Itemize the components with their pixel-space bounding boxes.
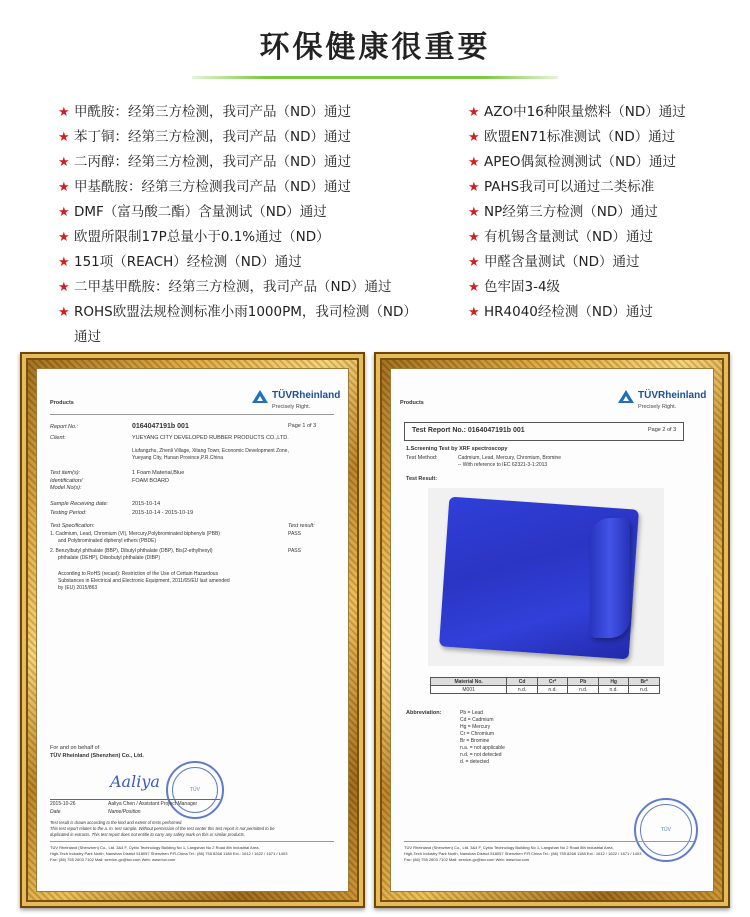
page-number: Page 2 of 3 <box>648 427 677 433</box>
red-star-icon: ★ <box>468 105 480 120</box>
claim-text: 苯丁铜：经第三方检测，我司产品（ND）通过 <box>74 129 351 145</box>
abbreviation-item: Br = Bromine <box>460 738 490 744</box>
date-label: Date <box>50 809 61 815</box>
sheet-curl-image <box>590 518 630 638</box>
test-report-page-1 <box>36 368 349 892</box>
fine-print: This test report relates to the a. m. test sample. Without permission of the test center this test report is not permitted to be <box>50 826 275 831</box>
claim-item <box>58 250 448 275</box>
footer-address: TÜV Rheinland (Shenzhen) Co., Ltd. 3&4 F, Cybio Technology Building No 1, Langshan No 2 Road 8th Industrial Area, <box>50 845 260 850</box>
claim-item <box>58 275 448 300</box>
red-star-icon: ★ <box>58 180 70 195</box>
claims-right-list <box>468 100 738 325</box>
claim-text: APEO偶氮检测测试（ND）通过 <box>484 154 677 170</box>
footer-address: High-Tech Industry Park North, Nanshan District 518057 Shenzhen P.R.China Tel.: (86) 755 8268 1188 Ext.: 1612 / 1622 / 1671 / 1403 <box>50 851 288 856</box>
red-star-icon: ★ <box>468 280 480 295</box>
claim-item <box>468 300 738 325</box>
test-result-label: Test Result: <box>406 476 438 482</box>
claim-text: DMF（富马酸二酯）含量测试（ND）通过 <box>74 204 327 220</box>
claim-text-continuation: 通过 <box>74 329 101 345</box>
claim-text: NP经第三方检测（ND）通过 <box>484 204 658 220</box>
company-name: TÜV Rheinland (Shenzhen) Co., Ltd. <box>50 753 144 759</box>
result-label: Test result: <box>288 523 315 529</box>
claim-item <box>58 100 448 125</box>
abbreviation-item: Hg = Mercury <box>460 724 491 730</box>
page-number: Page 1 of 3 <box>288 423 317 429</box>
claim-text: 二丙醇：经第三方检测，我司产品（ND）通过 <box>74 154 351 170</box>
received-date: 2015-10-14 <box>132 501 161 507</box>
behalf-label: For and on behalf of <box>50 745 100 751</box>
claim-text: 欧盟所限制17P总量小于0.1%通过（ND） <box>74 229 330 245</box>
model-label: Model No(s): <box>50 485 82 491</box>
divider <box>50 841 334 842</box>
table-cell: n.d. <box>598 686 629 694</box>
company-seal-image: TÜV <box>166 761 224 819</box>
table-cell: n.d. <box>629 686 660 694</box>
identification-label: Identification/ <box>50 478 83 484</box>
spec-line: 1. Cadmium, Lead, Chromium (VI), Mercury,Polybrominated biphenyls (PBB) <box>50 531 220 537</box>
table-header: Hg <box>598 678 629 686</box>
table-cell: n.d. <box>537 686 568 694</box>
footer-address: TÜV Rheinland (Shenzhen) Co., Ltd. 3&4 F, Cybio Technology Building No 1, Langshan No 2 Road 8th Industrial Area, <box>404 845 614 850</box>
doc-products-label: Products <box>400 400 424 406</box>
certificate-frame-right <box>374 352 730 908</box>
client-address: Yueyang City, Hunan Province,P.R.China <box>132 455 223 461</box>
claim-text: 有机锡含量测试（ND）通过 <box>484 229 653 245</box>
claim-text: ROHS欧盟法规检测标准小雨1000PM，我司检测（ND） <box>74 304 417 320</box>
fine-print: Test result is drawn according to the kind and extent of tests performed. <box>50 820 183 825</box>
claim-item <box>468 175 738 200</box>
tuv-logo-text: TÜVRheinland <box>272 390 341 401</box>
footer-address: Fax: (86) 755 2603 7102 Mail: service-gc@tuv.com Web: www.tuv.com <box>404 857 530 862</box>
table-cell: M001 <box>431 686 507 694</box>
table-header: Cd <box>507 678 538 686</box>
table-row <box>431 686 660 694</box>
footer-address: High-Tech Industry Park North, Nanshan District 518057 Shenzhen P.R.China Tel.: (86) 755 8268 1188 Ext.: 1612 / 1622 / 1671 / 1403 <box>404 851 642 856</box>
table-header: Pb <box>568 678 599 686</box>
red-star-icon: ★ <box>58 105 70 120</box>
abbreviation-item: Cr = Chromium <box>460 731 495 737</box>
table-header: Br* <box>629 678 660 686</box>
claim-item <box>58 300 448 350</box>
spec-label: Test Specification: <box>50 523 95 529</box>
method-line: -- With reference to IEC 62321-3-1:2013 <box>458 462 548 468</box>
claim-text: 甲醛含量测试（ND）通过 <box>484 254 640 270</box>
signer: Aaliya Chen / Assistant Project Manager <box>108 801 198 807</box>
claim-item <box>58 125 448 150</box>
claims-left-list <box>58 100 448 350</box>
claim-text: AZO中16种限量燃料（ND）通过 <box>484 104 686 120</box>
spec-line: phthalate (DEHP), Diisobutyl phthalate (DIBP) <box>58 555 160 561</box>
tuv-logo-icon <box>252 390 268 403</box>
claim-text: 甲基酰胺：经第三方检测我司产品（ND）通过 <box>74 179 351 195</box>
tuv-tagline: Precisely Right. <box>272 404 311 410</box>
spec-line: and Polybrominated diphenyl ethers (PBDE) <box>58 538 157 544</box>
red-star-icon: ★ <box>468 305 480 320</box>
abbreviation-item: Cd = Cadmium <box>460 717 494 723</box>
tuv-tagline: Precisely Right. <box>638 404 677 410</box>
method-line: Cadmium, Lead, Mercury, Chromium, Bromine <box>458 455 561 461</box>
claim-text: 甲酰胺：经第三方检测，我司产品（ND）通过 <box>74 104 351 120</box>
red-star-icon: ★ <box>58 205 70 220</box>
claim-text: 二甲基甲酰胺：经第三方检测，我司产品（ND）通过 <box>74 279 392 295</box>
red-star-icon: ★ <box>468 230 480 245</box>
tuv-logo-text: TÜVRheinland <box>638 390 707 401</box>
claim-text: 色牢固3-4级 <box>484 279 561 295</box>
report-no: 0164047191b 001 <box>132 423 189 430</box>
report-title: Test Report No.: 0164047191b 001 <box>412 427 525 434</box>
divider <box>50 414 334 415</box>
testing-period: 2015-10-14 - 2015-10-19 <box>132 510 194 516</box>
test-report-page-2 <box>390 368 714 892</box>
method-label: Test Method: <box>406 455 438 461</box>
claim-text: HR4040经检测（ND）通过 <box>484 304 653 320</box>
sign-date: 2015-10-26 <box>50 801 76 807</box>
footer-address: Fax: (86) 755 2603 7102 Mail: service-gc@tuv.com Web: www.tuv.com <box>50 857 176 862</box>
abbreviation-label: Abbreviation: <box>406 710 442 716</box>
table-cell: n.d. <box>568 686 599 694</box>
spec-result: PASS <box>288 548 301 554</box>
client-label: Client: <box>50 435 66 441</box>
received-label: Sample Receiving date: <box>50 501 109 507</box>
red-star-icon: ★ <box>58 130 70 145</box>
company-seal-image: TÜV <box>634 798 698 862</box>
red-star-icon: ★ <box>468 205 480 220</box>
divider <box>404 841 694 842</box>
results-table <box>430 677 660 694</box>
claim-item <box>468 100 738 125</box>
fine-print: duplicated in extracts. This test report does not entitle to carry any safety mark on this or similar products. <box>50 832 246 837</box>
client-address: Liufangzhu, Zhenli Village, Xitang Town, Economic Development Zone, <box>132 448 289 454</box>
red-star-icon: ★ <box>58 280 70 295</box>
claim-item <box>468 275 738 300</box>
claim-item <box>468 250 738 275</box>
identification: FOAM BOARD <box>132 478 169 484</box>
signature-image: Aaliya <box>110 772 160 791</box>
table-header: Cr* <box>537 678 568 686</box>
client-name: YUEYANG CITY DEVELOPED RUBBER PRODUCTS CO.,LTD. <box>132 435 289 441</box>
certificate-frame-left <box>20 352 365 908</box>
signature-line <box>50 799 220 800</box>
rohs-note: According to RoHS (recast): Restriction of the Use of Certain Hazardous <box>58 571 219 577</box>
tuv-logo-icon <box>618 390 634 403</box>
claim-item <box>58 150 448 175</box>
table-header-row <box>431 678 660 686</box>
claim-text: PAHS我司可以通过二类标准 <box>484 179 655 195</box>
abbreviation-item: n.d. = not detected <box>460 752 502 758</box>
spec-line: 2. Benzylbutyl phthalate (BBP), Dibutyl phthalate (DBP), Bis(2-ethylhexyl) <box>50 548 213 554</box>
claim-item <box>468 225 738 250</box>
claim-item <box>468 150 738 175</box>
red-star-icon: ★ <box>58 230 70 245</box>
claim-item <box>468 125 738 150</box>
red-star-icon: ★ <box>468 155 480 170</box>
red-star-icon: ★ <box>468 130 480 145</box>
claim-item <box>58 175 448 200</box>
claim-item <box>58 225 448 250</box>
heading-underline <box>192 76 558 79</box>
report-no-label: Report No.: <box>50 424 79 430</box>
page-heading: 环保健康很重要 <box>259 30 491 65</box>
name-label: Name/Position <box>108 809 141 815</box>
abbreviation-item: Pb = Lead <box>460 710 483 716</box>
red-star-icon: ★ <box>58 305 70 320</box>
test-items-label: Test item(s): <box>50 470 81 476</box>
claim-text: 欧盟EN71标准测试（ND）通过 <box>484 129 676 145</box>
red-star-icon: ★ <box>468 180 480 195</box>
screening-title: 1.Screening Test by XRF spectroscopy <box>406 446 508 452</box>
rohs-note: Substances in Electrical and Electronic Equipment, 2011/65/EU last amended <box>58 578 230 584</box>
abbreviation-item: d. = detected <box>460 759 490 765</box>
claim-item <box>468 200 738 225</box>
table-cell: n.d. <box>507 686 538 694</box>
red-star-icon: ★ <box>468 255 480 270</box>
test-items: 1 Foam Material,Blue <box>132 470 185 476</box>
spec-result: PASS <box>288 531 301 537</box>
claim-item <box>58 200 448 225</box>
red-star-icon: ★ <box>58 255 70 270</box>
abbreviation-item: n.a. = not applicable <box>460 745 505 751</box>
period-label: Testing Period: <box>50 510 87 516</box>
red-star-icon: ★ <box>58 155 70 170</box>
table-header: Material No. <box>431 678 507 686</box>
doc-products-label: Products <box>50 400 74 406</box>
claim-text: 151项（REACH）经检测（ND）通过 <box>74 254 302 270</box>
rohs-note: by (EU) 2015/863 <box>58 585 98 591</box>
